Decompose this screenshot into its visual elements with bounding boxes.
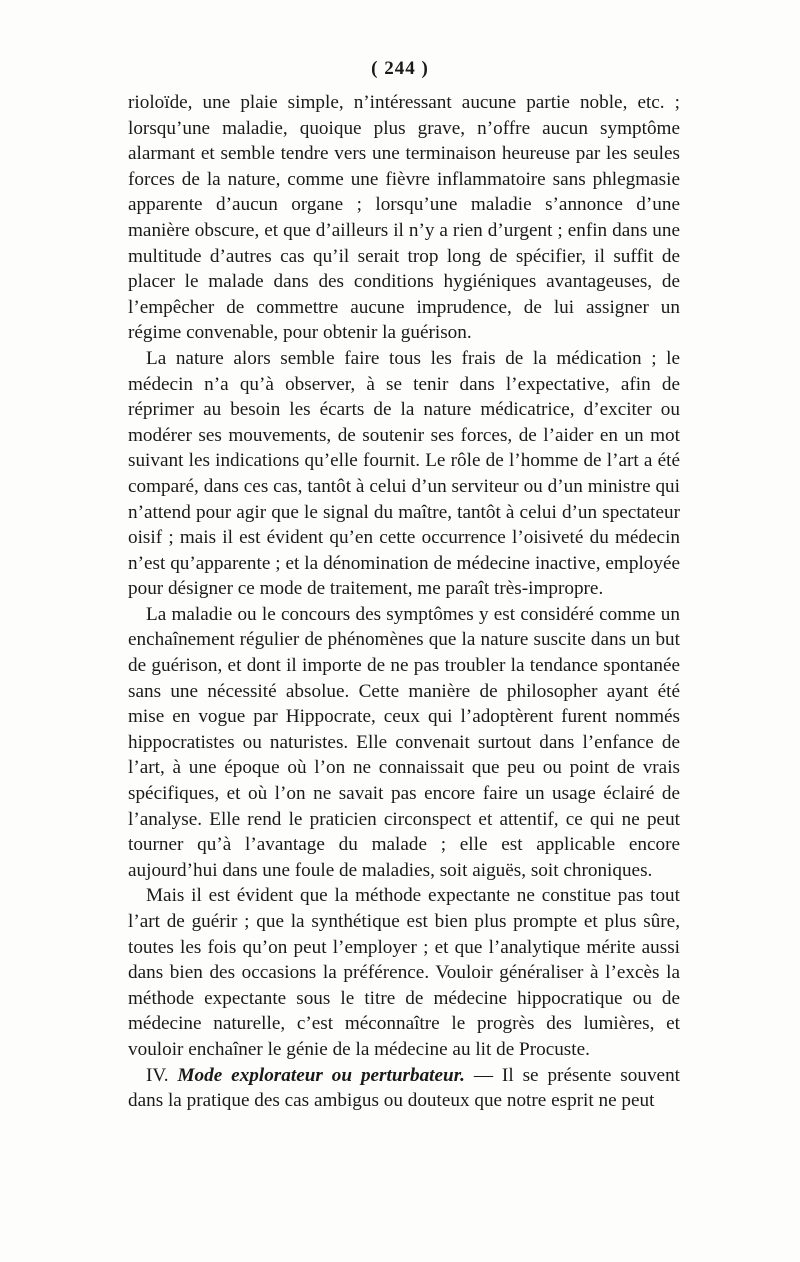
page-body <box>128 90 680 1114</box>
page-number: ( 244 ) <box>371 58 429 79</box>
paragraph-3: La maladie ou le concours des symptômes y est considéré comme un enchaînement régulier de phénomènes que la nature suscite dans un but de guérison, et dont il importe de ne pas troubler la tendance spontanée sans une nécessité absolue. Cette manière de philosopher ayant été mise en vogue par Hippocrate, ceux qui l’adoptèrent furent nommés hippocratistes ou naturistes. Elle convenait surtout dans l’enfance de l’art, à une époque où l’on ne connaissait que peu ou point de vrais spécifiques, et où l’on ne savait pas encore faire un usage éclairé de l’analyse. Elle rend le praticien circonspect et attentif, ce qui ne peut tourner qu’à l’avantage du malade ; elle est applicable encore aujourd’hui dans une foule de maladies, soit aiguës, soit chroniques. <box>128 603 680 881</box>
paragraph-4: Mais il est évident que la méthode expectante ne constitue pas tout l’art de guérir ; que la synthétique est bien plus prompte et plus sûre, toutes les fois qu’on peut l’employer ; et que l’analytique mérite aussi dans bien des occasions la préférence. Vouloir généraliser à l’excès la méthode expectante sous le titre de médecine hippocratique ou de médecine naturelle, c’est méconnaître le progrès des lumières, et vouloir enchaîner le génie de la médecine au lit de Procuste. <box>128 885 680 1060</box>
section-number: IV. <box>146 1064 169 1086</box>
section-paragraph <box>128 1063 680 1114</box>
paragraph-1: rioloïde, une plaie simple, n’intéressant aucune partie noble, etc. ; lorsqu’une maladie, quoique plus grave, n’offre aucun symptôme alarmant et semble tendre vers une terminaison heureuse par les seules forces de la nature, comme une fièvre inflammatoire sans phlegmasie apparente d’aucun organe ; lorsqu’une maladie s’annonce d’une manière obscure, et que d’ailleurs il n’y a rien d’urgent ; enfin dans une multitude d’autres cas qu’il serait trop long de spécifier, il suffit de placer le malade dans des conditions hygiéniques avantageuses, de l’empêcher de commettre aucune imprudence, de lui assigner un régime convenable, pour obtenir la guérison. <box>128 92 680 344</box>
section-text: — Il se présente souvent dans la pratique des cas ambigus ou douteux que notre esprit ne peut <box>128 1064 680 1112</box>
section-title: Mode explorateur ou perturbateur. <box>177 1064 465 1086</box>
paragraph-2: La nature alors semble faire tous les frais de la médication ; le médecin n’a qu’à observer, à se tenir dans l’expectative, afin de réprimer au besoin les écarts de la nature médicatrice, d’exciter ou modérer ses mouvements, de soutenir ses forces, de l’aider en un mot suivant les indications qu’elle fournit. Le rôle de l’homme de l’art a été comparé, dans ces cas, tantôt à celui d’un serviteur ou d’un ministre qui n’attend pour agir que le signal du maître, tantôt à celui d’un spectateur oisif ; mais il est évident qu’en cette occurrence l’oisiveté du médecin n’est qu’apparente ; et la dénomination de médecine inactive, employée pour désigner ce mode de traitement, me paraît très-impropre. <box>128 347 680 600</box>
